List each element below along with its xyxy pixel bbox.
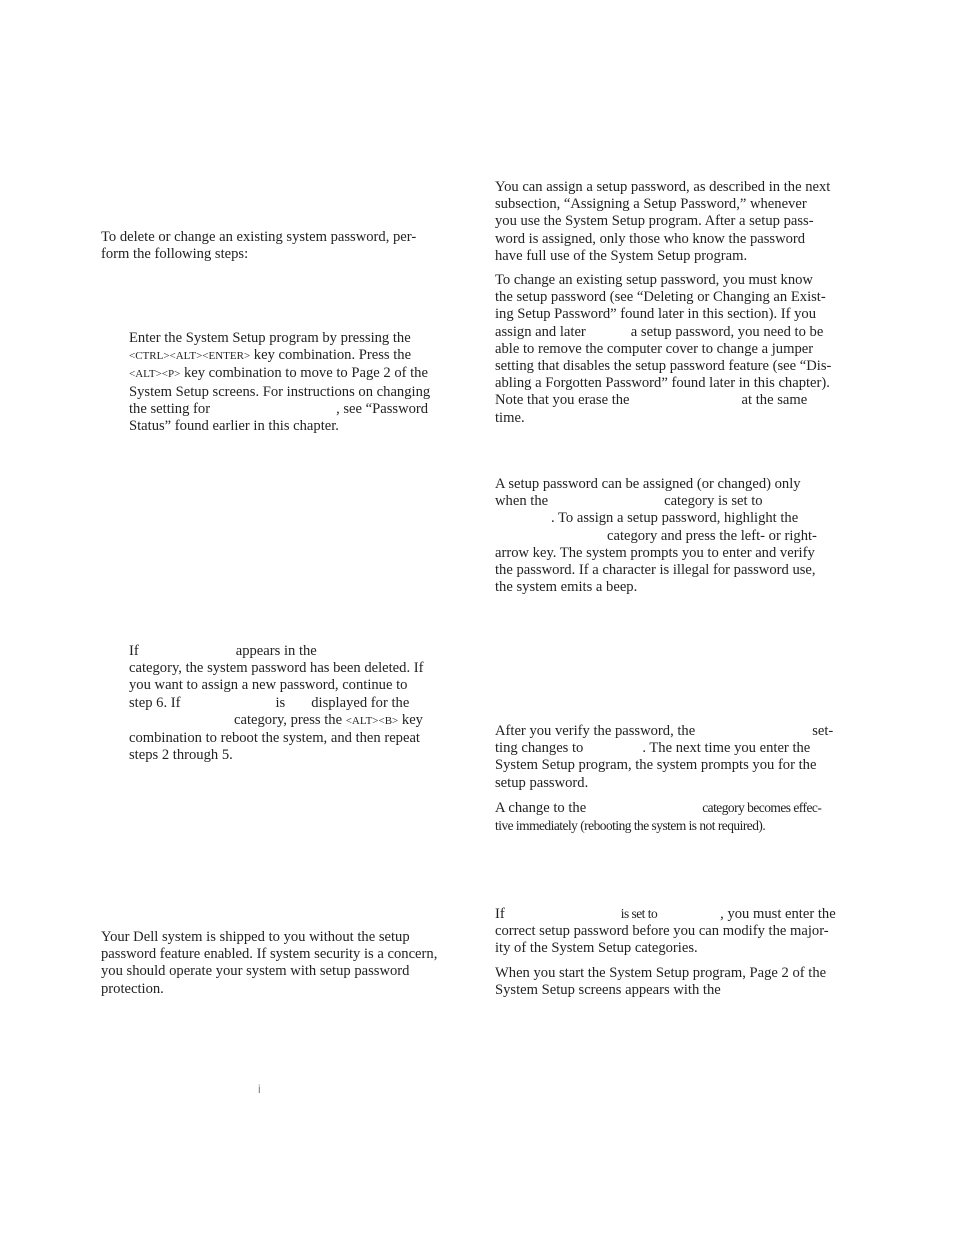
text-line: . To assign a setup password, highlight the xyxy=(551,510,799,527)
text-line: category, the system password has been deleted. If xyxy=(129,660,424,677)
dell-setup-password-para xyxy=(101,929,437,998)
text-line: Enter the System Setup program by pressing the xyxy=(129,330,411,346)
text-line: protection. xyxy=(101,980,164,997)
delete-password-intro xyxy=(101,229,416,263)
text-line: the setup password (see “Deleting or Changing an Exist- xyxy=(495,289,826,306)
setup-assign-rules-para xyxy=(495,476,817,596)
text-line: Status” found earlier in this chapter. xyxy=(129,418,339,435)
text-line: To delete or change an existing system password, per- xyxy=(101,229,417,245)
text-line: step 6. If is displayed for the xyxy=(129,694,410,711)
text-line: the setting for , see “Password xyxy=(129,400,429,417)
text-line: tive immediately (rebooting the system is not required). xyxy=(495,818,766,834)
text-line: assign and later a setup password, you need to be xyxy=(495,323,824,340)
text-line: you should operate your system with setup password xyxy=(101,963,410,980)
footer-mark: i xyxy=(258,1082,261,1096)
text-line: Note that you erase the at the same xyxy=(495,392,808,409)
step-password-deleted xyxy=(129,643,423,764)
text-line: able to remove the computer cover to change a jumper xyxy=(495,340,814,357)
text-line: abling a Forgotten Password” found later in this chapter). xyxy=(495,375,830,392)
text-line: form the following steps: xyxy=(101,246,249,263)
text-line: If appears in the xyxy=(129,643,317,659)
text-line: <ALT><P> key combination to move to Page 2 of the xyxy=(129,365,428,382)
text-line: the password. If a character is illegal for password use, xyxy=(495,562,816,579)
if-setup-set-para xyxy=(495,905,836,958)
text-line: A change to the category becomes effec- xyxy=(495,800,822,816)
step-enter-setup xyxy=(129,330,430,435)
change-setup-password-para xyxy=(495,272,831,427)
key-combo-alt-b: <ALT><B> xyxy=(345,714,399,727)
text-line: System Setup screens. For instructions on changing xyxy=(129,383,431,400)
text-line: word is assigned, only those who know the password xyxy=(495,230,806,247)
text-line: ting changes to . The next time you enter the xyxy=(495,740,811,757)
text-line: ity of the System Setup categories. xyxy=(495,940,698,957)
text-line: After you verify the password, the set- xyxy=(495,723,834,739)
text-line: A setup password can be assigned (or changed) only xyxy=(495,476,801,492)
change-effective-para xyxy=(495,799,821,834)
text-line: To change an existing setup password, you must know xyxy=(495,272,813,288)
text-line: If is set to , you must enter the xyxy=(495,906,836,922)
start-setup-para xyxy=(495,965,826,999)
text-line: subsection, “Assigning a Setup Password,” whenever xyxy=(495,196,807,213)
text-line: steps 2 through 5. xyxy=(129,747,233,764)
text-line: System Setup screens appears with the xyxy=(495,982,721,999)
text-line: category, press the <ALT><B> key xyxy=(234,711,423,728)
text-line: setup password. xyxy=(495,774,589,791)
text-line: time. xyxy=(495,409,525,426)
text-line: category and press the left- or right- xyxy=(607,527,817,544)
text-line: password feature enabled. If system security is a concern, xyxy=(101,946,438,963)
text-line: combination to reboot the system, and then repeat xyxy=(129,730,420,747)
text-line: setting that disables the setup password feature (see “Dis- xyxy=(495,358,832,375)
text-line: the system emits a beep. xyxy=(495,579,638,596)
key-combo-ctrl-alt-enter: <CTRL><ALT><ENTER> xyxy=(129,350,251,363)
text-line: you want to assign a new password, continue to xyxy=(129,677,408,694)
text-line: Your Dell system is shipped to you without the setup xyxy=(101,929,410,945)
text-line: correct setup password before you can modify the major- xyxy=(495,923,829,940)
verify-password-para xyxy=(495,723,833,792)
text-line: <CTRL><ALT><ENTER> key combination. Press the xyxy=(129,347,412,364)
text-line: You can assign a setup password, as described in the next xyxy=(495,179,831,195)
text-line: when the category is set to xyxy=(495,493,763,510)
key-combo-alt-p: <ALT><P> xyxy=(129,368,181,381)
text-line: you use the System Setup program. After a setup pass- xyxy=(495,213,814,230)
text-line: When you start the System Setup program, Page 2 of the xyxy=(495,965,827,981)
text-line: have full use of the System Setup program. xyxy=(495,247,748,264)
text-line: System Setup program, the system prompts you for the xyxy=(495,757,817,774)
assign-setup-password-para xyxy=(495,179,830,265)
text-line: arrow key. The system prompts you to enter and verify xyxy=(495,544,815,561)
text-line: ing Setup Password” found later in this section). If you xyxy=(495,306,817,323)
